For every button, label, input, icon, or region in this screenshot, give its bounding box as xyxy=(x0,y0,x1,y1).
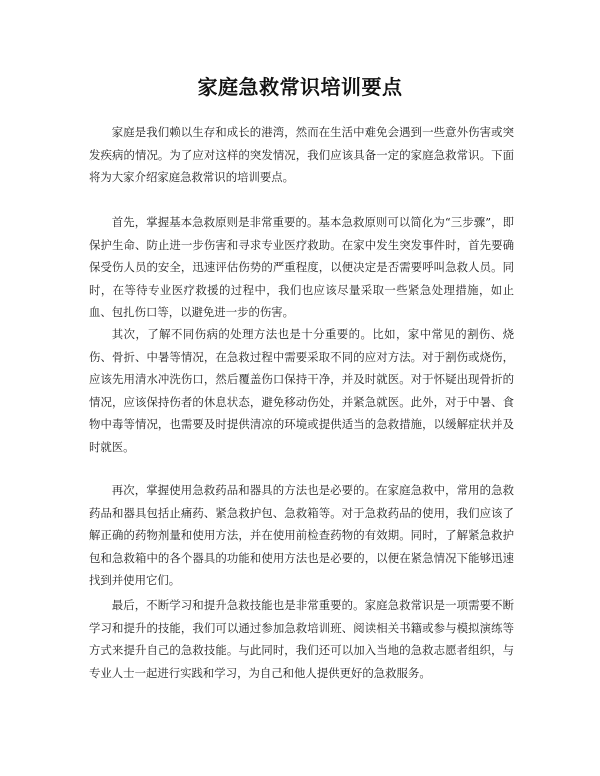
paragraph-intro: 家庭是我们赖以生存和成长的港湾，然而在生活中难免会遇到一些意外伤害或突发疾病的情况。为了应对这样的突发情况，我们应该具备一定的家庭急救常识。下面将为大家介绍家庭急救常识的培训要点。 xyxy=(89,125,514,184)
paragraph-first-aid-supplies: 再次，掌握使用急救药品和器具的方法也是必要的。在家庭急救中，常用的急救药品和器具包括止痛药、紧急救护包、急救箱等。对于急救药品的使用，我们应该了解正确的药物剂量和使用方法，并在使用前检查药物的有效期。同时，了解紧急救护包和急救箱中的各个器具的功能和使用方法也是必要的，以便在紧急情况下能够迅速找到并使用它们。 xyxy=(89,483,514,587)
paragraph-injury-handling: 其次，了解不同伤病的处理方法也是十分重要的。比如，家中常见的割伤、烧伤、骨折、中暑等情况，在急救过程中需要采取不同的应对方法。对于割伤或烧伤，应该先用清水冲洗伤口，然后覆盖伤口保持干净，并及时就医。对于怀疑出现骨折的情况，应该保持伤者的休息状态，避免移动伤处，并紧急就医。此外，对于中暑、食物中毒等情况，也需要及时提供清凉的环境或提供适当的急救措施，以缓解症状并及时就医。 xyxy=(89,327,514,454)
paragraph-first-principles: 首先，掌握基本急救原则是非常重要的。基本急救原则可以简化为“三步骤”，即保护生命、防止进一步伤害和寻求专业医疗救助。在家中发生突发事件时，首先要确保受伤人员的安全，迅速评估伤势的严重程度，以便决定是否需要呼叫急救人员。同时，在等待专业医疗救援的过程中，我们也应该尽量采取一些紧急处理措施，如止血、包扎伤口等，以避免进一步的伤害。 xyxy=(89,215,514,319)
paragraph-continued-learning: 最后，不断学习和提升急救技能也是非常重要的。家庭急救常识是一项需要不断学习和提升的技能，我们可以通过参加急救培训班、阅读相关书籍或参与模拟演练等方式来提升自己的急救技能。与此同时，我们还可以加入当地的急救志愿者组织，与专业人士一起进行实践和学习，为自己和他人提供更好的急救服务。 xyxy=(89,598,514,680)
document-title: 家庭急救常识培训要点 xyxy=(197,75,403,99)
